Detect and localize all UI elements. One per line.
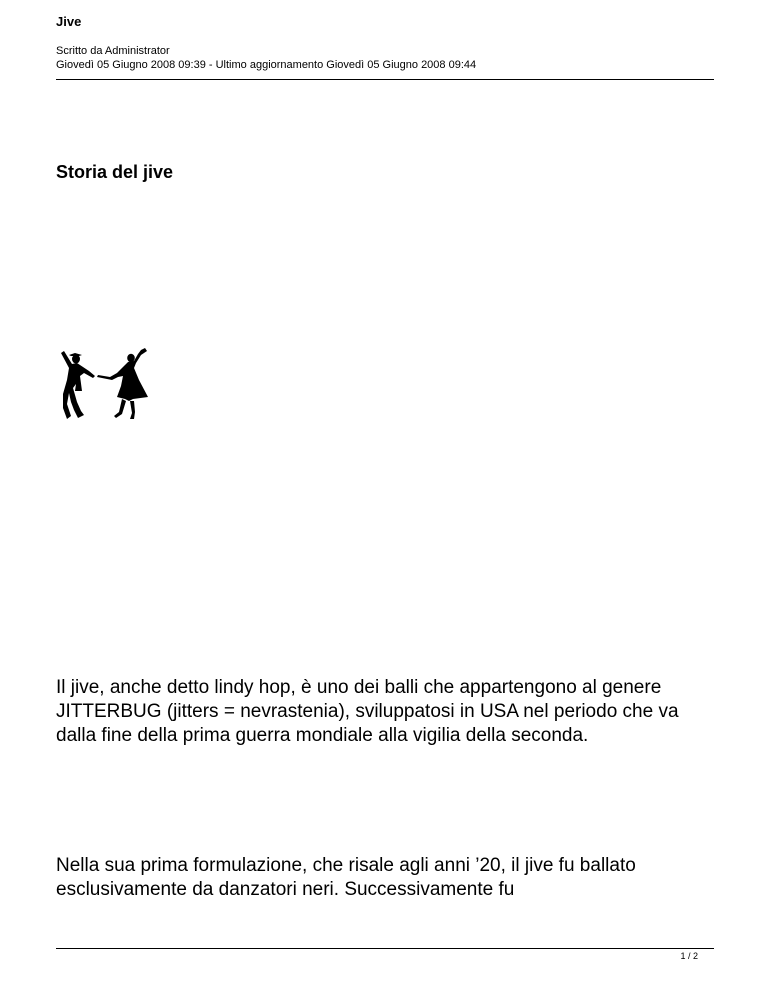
article-meta	[56, 44, 476, 72]
footer-divider	[56, 948, 714, 949]
header-divider	[56, 79, 714, 80]
article-paragraph-1: Il jive, anche detto lindy hop, è uno dei balli che appartengono al genere JITTERBUG (jitters = nevrastenia), sviluppatosi in USA nel periodo che va dalla fine della prima guerra mondiale alla vigilia della seconda.	[56, 677, 679, 746]
article-paragraph-2: Nella sua prima formulazione, che risale agli anni ’20, il jive fu ballato esclusivamente da danzatori neri. Successivamente fu	[56, 855, 636, 900]
author-line: Scritto da Administrator	[56, 45, 170, 57]
date-line: Giovedì 05 Giugno 2008 09:39 - Ultimo aggiornamento Giovedì 05 Giugno 2008 09:44	[56, 59, 477, 71]
article-title: Storia del jive	[56, 162, 174, 182]
page-number: 1 / 2	[680, 951, 698, 961]
site-title: Jive	[56, 14, 82, 29]
dancers-silhouette-icon	[55, 346, 155, 422]
